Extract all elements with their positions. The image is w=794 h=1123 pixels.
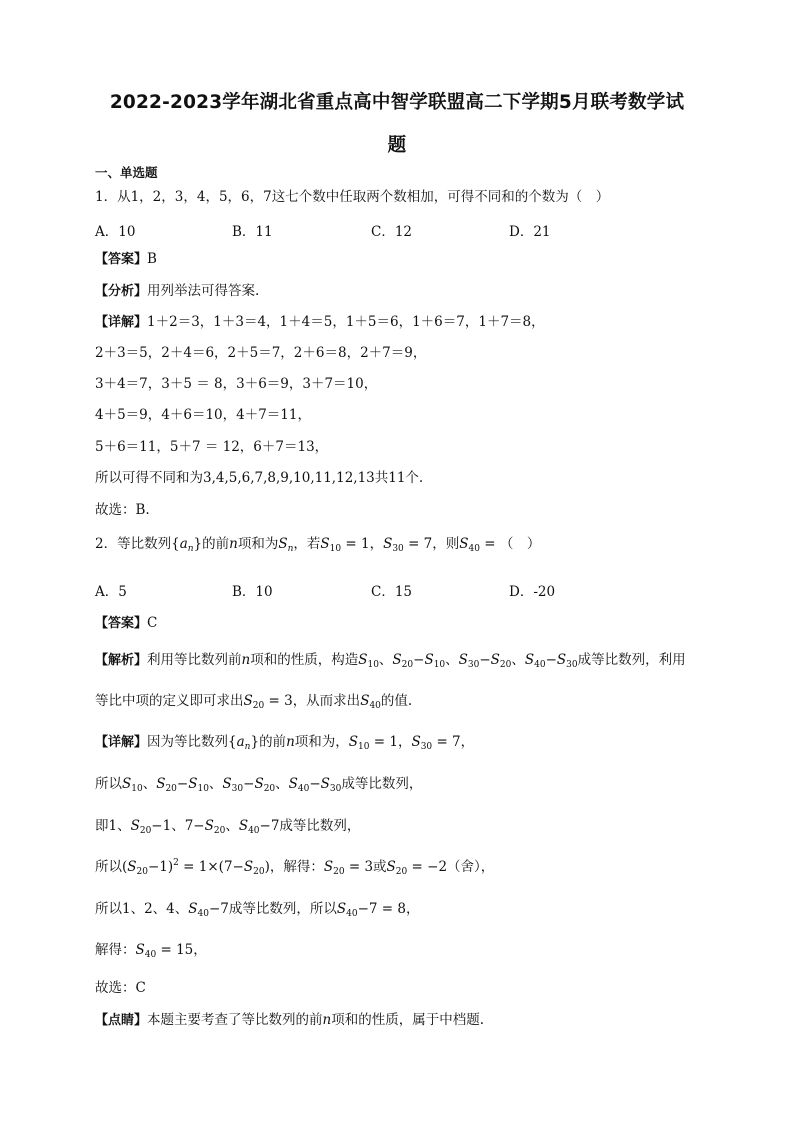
q2-detail-line: 解得：$S_{40} = 15$， — [95, 942, 207, 960]
q2-detail-line: 【详解】因为等比数列$\{a_n\}$的前n项和为，$S_{10} = 1$，$S_{30} = 7$， — [95, 734, 475, 752]
answer-tag: 【答案】 — [95, 616, 148, 631]
detail-text: 1＋2＝3，1＋3＝4，1＋4＝5，1＋5＝6，1＋6＝7，1＋7＝8， — [147, 314, 545, 330]
section-heading: 一、单选题 — [95, 165, 158, 180]
q2-choice: 故选：C — [95, 980, 146, 996]
analysis-tag: 【解析】 — [95, 653, 148, 668]
q1-option-b: B．11 — [232, 224, 273, 240]
analysis-text: 用列举法可得答案. — [147, 283, 260, 299]
q2-detail-line: 所以$(S_{20}-1)^2 = 1\times(7-S_{20})$，解得：$S_{20} = 3$或$S_{20} = -2$（舍）， — [95, 858, 495, 877]
q2-analysis-line1: 【解析】利用等比数列前n项和的性质，构造$S_{10}$、$S_{20}-S_{10}$、$S_{30}-S_{20}$、$S_{40}-S_{30}$成等比数列，利用 — [95, 652, 686, 670]
answer-tag: 【答案】 — [95, 252, 148, 267]
comment-tag: 【点睛】 — [95, 1013, 148, 1028]
q1-detail-line: 2＋3＝5，2＋4＝6，2＋5＝7，2＋6＝8，2＋7＝9， — [95, 345, 427, 361]
q2-detail-line: 即1、$S_{20}-1$、$7-S_{20}$、$S_{40}-7$成等比数列， — [95, 818, 361, 836]
answer-value: C — [147, 615, 158, 631]
answer-value: B — [147, 251, 157, 267]
doc-title-line2: 题 — [387, 135, 407, 156]
q1-detail-line — [95, 313, 545, 332]
q2-option-d: D．-20 — [509, 584, 556, 600]
q1-analysis — [95, 282, 259, 301]
q1-conclusion: 所以可得不同和为3,4,5,6,7,8,9,10,11,12,13共11个. — [95, 470, 424, 486]
q1-choice: 故选：B. — [95, 502, 150, 518]
q1-detail-line: 5＋6＝11，5＋7 ＝ 12，6＋7＝13， — [95, 439, 329, 455]
q2-option-b: B．10 — [232, 584, 273, 600]
q2-analysis-line2: 等比中项的定义即可求出$S_{20} = 3$，从而求出$S_{40}$的值. — [95, 693, 413, 711]
q1-detail-line: 3＋4＝7，3＋5 ＝ 8，3＋6＝9，3＋7＝10， — [95, 376, 378, 392]
q2-answer — [95, 614, 157, 633]
analysis-tag: 【分析】 — [95, 284, 148, 299]
q2-stem: 2．等比数列$\{a_n\}$的前n项和为$S_n$，若$S_{10} = 1$，$S_{30} = 7$，则$S_{40}$ = （ ） — [95, 536, 541, 554]
q2-detail-line: 所以1、2、4、$S_{40}-7$成等比数列，所以$S_{40}-7 = 8$， — [95, 901, 420, 919]
q2-detail-line: 所以$S_{10}$、$S_{20}-S_{10}$、$S_{30}-S_{20}$、$S_{40}-S_{30}$成等比数列， — [95, 776, 423, 794]
q2-option-c: C．15 — [371, 584, 413, 600]
q1-option-a: A．10 — [95, 224, 136, 240]
doc-title-line1: 2022-2023学年湖北省重点高中智学联盟高二下学期5月联考数学试 — [109, 92, 685, 113]
detail-tag: 【详解】 — [95, 735, 148, 750]
q1-answer — [95, 250, 157, 269]
q1-option-d: D．21 — [509, 224, 551, 240]
q2-comment: 【点睛】本题主要考查了等比数列的前n项和的性质，属于中档题. — [95, 1012, 485, 1028]
detail-tag: 【详解】 — [95, 315, 148, 330]
q1-stem: 1．从1，2，3，4，5，6，7这七个数中任取两个数相加，可得不同和的个数为（ ） — [95, 189, 610, 205]
q2-option-a: A．5 — [95, 584, 127, 600]
q1-option-c: C．12 — [371, 224, 413, 240]
q1-detail-line: 4＋5＝9，4＋6＝10，4＋7＝11， — [95, 407, 311, 423]
